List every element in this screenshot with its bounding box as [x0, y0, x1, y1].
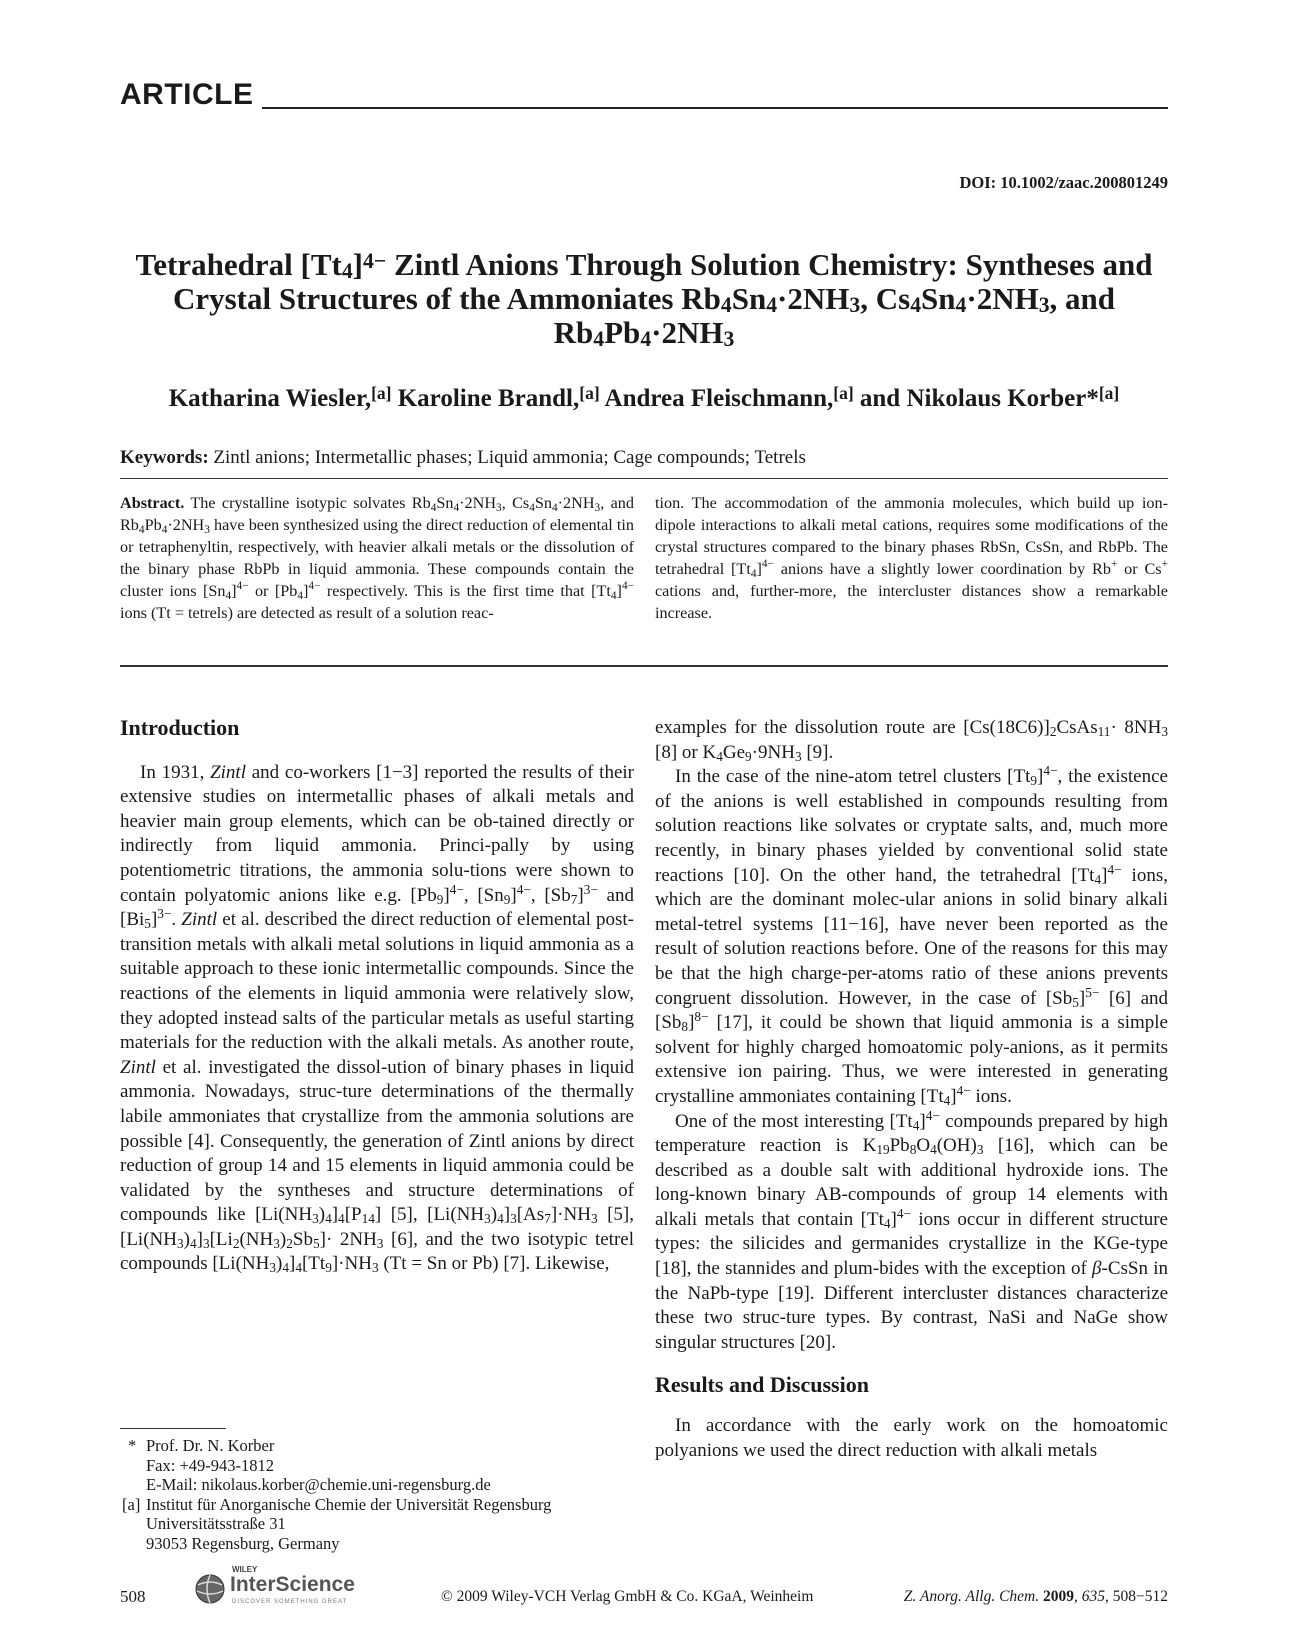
wiley-interscience-logo[interactable] [192, 1565, 362, 1609]
email[interactable]: E-Mail: nikolaus.korber@chemie.uni-regensburg.de [146, 1475, 491, 1494]
intro-paragraph: In 1931, Zintl and co-workers [1−3] reported the results of their extensive studies on intermetallic phases of alkali metals and heavier main group elements, which can be ob-tained directly or indirectly from liquid ammonia. Princi-pally by using potentiometric titrations, the ammonia solu-tions were shown to contain polyatomic anions like e.g. $[Pb_9]^{4-}$, $[Sn_9]^{4-}$, $[Sb_7]^{3-}$ and $[Bi_5]^{3-}$. Zintl et al. described the direct reduction of elemental post-transition metals with alkali metal solutions in liquid ammonia as a suitable approach to these ionic intermetallic compounds. Since the reactions of the elements in liquid ammonia were relatively slow, they adopted instead salts of the particular metals as useful starting materials for the reduction with the alkali metals. As another route, Zintl et al. investigated the dissol-ution of binary phases in liquid ammonia. Nowadays, struc-ture determinations of the thermally labile ammoniates that crystallize from the ammonia solutions are possible [4]. Consequently, the generation of Zintl anions by direct reduction of group 14 and 15 elements in liquid ammonia could be validated by the syntheses and structure determinations of compounds like $[Li(NH_3)_4]_4[P_{14}]$ [5], $[Li(NH_3)_4]_3[As_7]\cdot NH_3$ [5], $[Li(NH_3)_4]_3[Li_2(NH_3)_2Sb_5]\cdot 2NH_3$ [6], and the two isotypic tetrel compounds $[Li(NH_3)_4]_4[Tt_9]\cdot NH_3$ (Tt = Sn or Pb) [7]. Likewise, [120, 761, 635, 1276]
keywords-rule [120, 478, 1168, 479]
journal-citation: Z. Anorg. Allg. Chem. 2009, 635, 508−512 [903, 1588, 1168, 1605]
affiliation-line-1: Institut für Anorganische Chemie der Universität Regensburg [146, 1494, 552, 1514]
footnote-corresponding [126, 1436, 646, 1495]
footnotes [122, 1436, 646, 1553]
logo-tagline: DISCOVER SOMETHING GREAT [232, 1599, 348, 1605]
tt4-paragraph: One of the most interesting $[Tt_4]^{4-}$ compounds prepared by high temperature reaction is $K_{19}Pb_8O_4(OH)_3$ [16], which can be described as a double salt with additional hydroxide ions. The long-known binary AB-compounds of group 14 elements with alkali metals that contain $[Tt_4]^{4-}$ ions occur in different structure types: the silicides and germanides crystallize in the KGe-type [18], the stannides and plum-bides with the exception of β-CsSn in the NaPb-type [19]. Different intercluster distances characterize these two struc-ture types. By contrast, NaSi and NaGe show singular structures [20]. [655, 1107, 1168, 1353]
left-column [120, 716, 634, 1277]
keywords-text: Zintl anions; Intermetallic phases; Liquid ammonia; Cage compounds; Tetrels [213, 447, 806, 468]
results-heading: Results and Discussion [655, 1372, 869, 1398]
footnote-rule [120, 1428, 226, 1429]
right-column [655, 716, 1168, 1463]
doi[interactable]: DOI: 10.1002/zaac.200801249 [959, 173, 1168, 192]
author-list: Katharina Wiesler,[a] Karoline Brandl,[a] Andrea Fleischmann,[a] and Nikolaus Korber*[a] [168, 383, 1120, 412]
logo-small-text: WILEY [232, 1565, 258, 1574]
affiliation-mark: [a] [122, 1494, 141, 1514]
abstract-rule [120, 665, 1168, 667]
article-title: Tetrahedral $[Tt_4]^{4-}$ Zintl Anions Through Solution Chemistry: Syntheses and Crystal Structures of the Ammoniates $Rb_4Sn_4\cdot 2NH_3$, $Cs_4Sn_4\cdot 2NH_3$, and $Rb_4Pb_4\cdot 2NH_3$ [135, 247, 1153, 351]
keywords [120, 447, 806, 469]
abstract-left: Abstract. The crystalline isotypic solvates $Rb_4Sn_4\cdot 2NH_3$, $Cs_4Sn_4\cdot 2NH_3$, and $Rb_4Pb_4\cdot 2NH_3$ have been synthesized using the direct reduction of elemental tin or tetraphenyltin, respectively, with heavier alkali metals or the dissolution of the binary phase RbPb in liquid ammonia. These compounds contain the cluster ions $[Sn_4]^{4-}$ or $[Pb_4]^{4-}$ respectively. This is the first time that $[Tt_4]^{4-}$ ions (Tt = tetrels) are detected as result of a solution reac- [120, 494, 634, 622]
page-number: 508 [120, 1587, 146, 1606]
keywords-label: Keywords: [120, 447, 209, 468]
abstract-right: tion. The accommodation of the ammonia molecules, which build up ion-dipole interactions to alkali metal cations, requires some modifications of the crystal structures compared to the binary phases RbSn, CsSn, and RbPb. The tetrahedral $[Tt_4]^{4-}$ anions have a slightly lower coordination by Rb+ or Cs+ cations and, further-more, the intercluster distances show a remarkable increase. [655, 494, 1168, 622]
header-rule [262, 107, 1168, 109]
affiliation-line-3: 93053 Regensburg, Germany [146, 1533, 340, 1553]
intro-continuation: examples for the dissolution route are $[Cs(18C6)]_2CsAs_{11}\cdot 8NH_3$ [8] or $K_4Ge_9\cdot 9NH_3$ [9]. [655, 717, 1168, 764]
logo-main-text: InterScience [230, 1573, 355, 1596]
section-label: ARTICLE [120, 78, 254, 111]
asterisk-mark: * [128, 1436, 137, 1455]
intro-heading: Introduction [120, 715, 240, 740]
copyright: © 2009 Wiley-VCH Verlag GmbH & Co. KGaA, Weinheim [441, 1588, 814, 1605]
footnote-affiliation [122, 1494, 646, 1554]
affiliation-line-2: Universitätsstraße 31 [146, 1514, 286, 1533]
tt9-paragraph: In the case of the nine-atom tetrel clusters $[Tt_9]^{4-}$, the existence of the anions is well established in compounds resulting from solution reactions like solvates or cryptate salts, and, much more recently, in binary phases yielded by conventional solid state reactions [10]. On the other hand, the tetrahedral $[Tt_4]^{4-}$ ions, which are the dominant molec-ular anions in solid binary alkali metal-tetrel systems [11−16], have never been reported as the result of solution reactions before. One of the reasons for this may be that the high charge-per-atoms ratio of these anions prevents congruent dissolution. However, in the case of $[Sb_5]^{5-}$ [6] and $[Sb_8]^{8-}$ [17], it could be shown that liquid ammonia is a simple solvent for highly charged homoatomic poly-anions, as it permits extensive ion pairing. Thus, we were interested in generating crystalline ammoniates containing $[Tt_4]^{4-}$ ions. [655, 763, 1169, 1108]
results-paragraph: In accordance with the early work on the homoatomic polyanions we used the direct reduction with alkali metals [655, 1415, 1168, 1461]
corresponding-author: Prof. Dr. N. Korber [146, 1436, 275, 1455]
fax: Fax: +49-943-1812 [146, 1455, 275, 1475]
